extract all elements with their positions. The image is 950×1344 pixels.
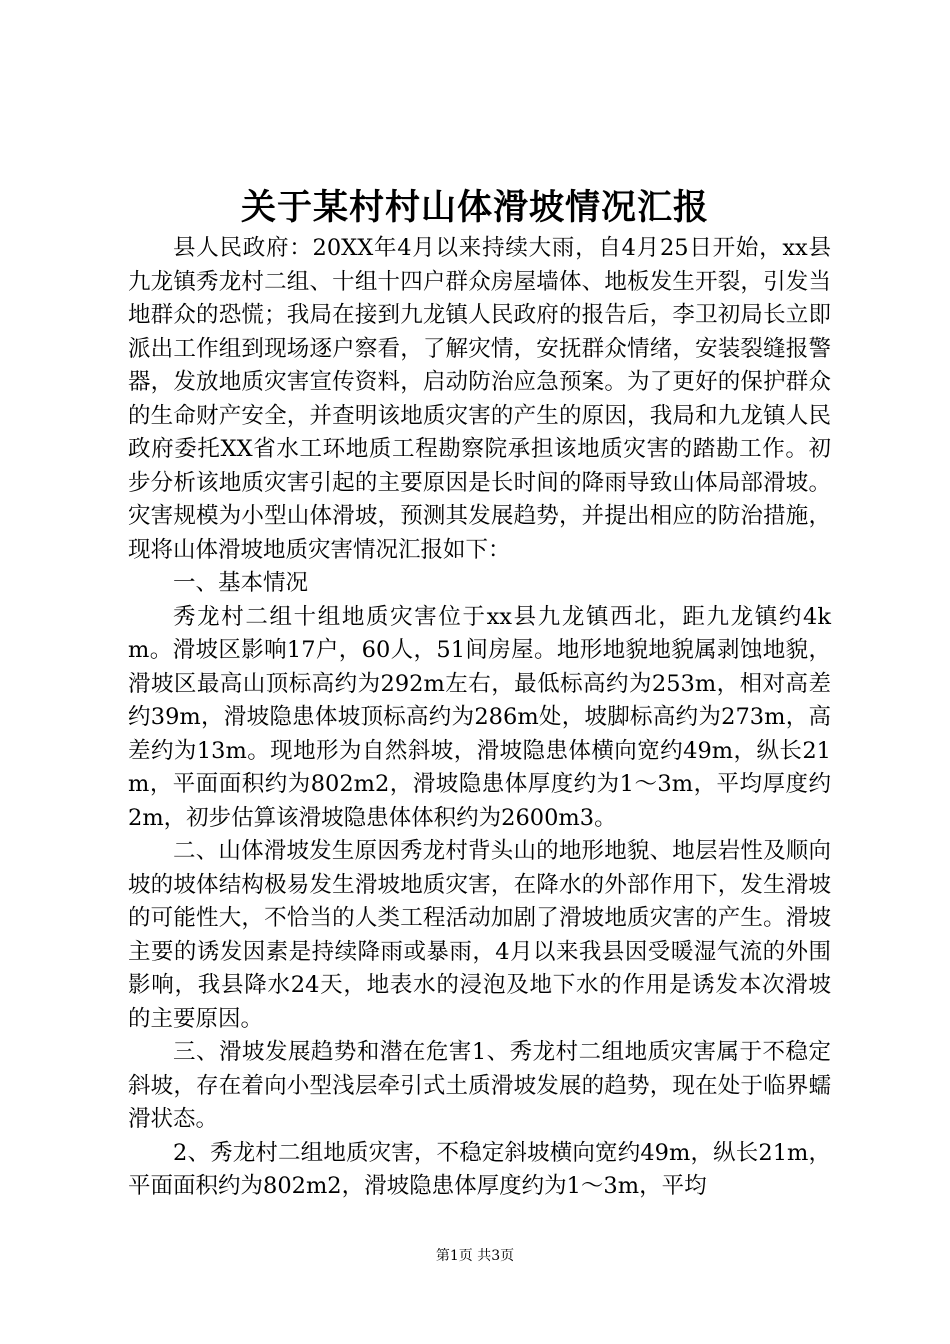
paragraph-basic-situation: 秀龙村二组十组地质灾害位于xx县九龙镇西北，距九龙镇约4km。滑坡区影响17户，60人，51间房屋。地形地貌地貌属剥蚀地貌，滑坡区最高山顶标高约为292m左右，最低标高约为253m，相对高差约39m，滑坡隐患体坡顶标高约为286m处，坡脚标高约为273m，高差约为13m。现地形为自然斜坡，滑坡隐患体横向宽约49m，纵长21m，平面面积约为802m2，滑坡隐患体厚度约为1～3m，平均厚度约2m，初步估算该滑坡隐患体体积约为2600m3。 <box>128 603 831 831</box>
paragraph-intro: 县人民政府：20XX年4月以来持续大雨，自4月25日开始，xx县九龙镇秀龙村二组、十组十四户群众房屋墙体、地板发生开裂，引发当地群众的恐慌；我局在接到九龙镇人民政府的报告后，李卫初局长立即派出工作组到现场逐户察看，了解灾情，安抚群众情绪，安装裂缝报警器，发放地质灾害宣传资料，启动防治应急预案。为了更好的保护群众的生命财产安全，并查明该地质灾害的产生的原因，我局和九龙镇人民政府委托XX省水工环地质工程勘察院承担该地质灾害的踏勘工作。初步分析该地质灾害引起的主要原因是长时间的降雨导致山体局部滑坡。灾害规模为小型山体滑坡，预测其发展趋势，并提出相应的防治措施，现将山体滑坡地质灾害情况汇报如下： <box>128 235 831 563</box>
paragraph-cause: 二、山体滑坡发生原因秀龙村背头山的地形地貌、地层岩性及顺向坡的坡体结构极易发生滑坡地质灾害，在降水的外部作用下，发生滑坡的可能性大，不恰当的人类工程活动加剧了滑坡地质灾害的产生。滑坡主要的诱发因素是持续降雨或暴雨，4月以来我县因受暖湿气流的外围影响，我县降水24天，地表水的浸泡及地下水的作用是诱发本次滑坡的主要原因。 <box>128 838 831 1032</box>
paragraph-trend-2: 2、秀龙村二组地质灾害，不稳定斜坡横向宽约49m，纵长21m，平面面积约为802m2，滑坡隐患体厚度约为1～3m，平均 <box>128 1139 831 1199</box>
document-title: 关于某村村山体滑坡情况汇报 <box>240 187 709 228</box>
paragraph-trend: 三、滑坡发展趋势和潜在危害1、秀龙村二组地质灾害属于不稳定斜坡，存在着向小型浅层牵引式土质滑坡发展的趋势，现在处于临界蠕滑状态。 <box>128 1039 831 1132</box>
page-number: 第1页 共3页 <box>435 1248 515 1264</box>
document-body <box>128 232 831 1204</box>
section-heading-basic: 一、基本情况 <box>173 570 309 596</box>
